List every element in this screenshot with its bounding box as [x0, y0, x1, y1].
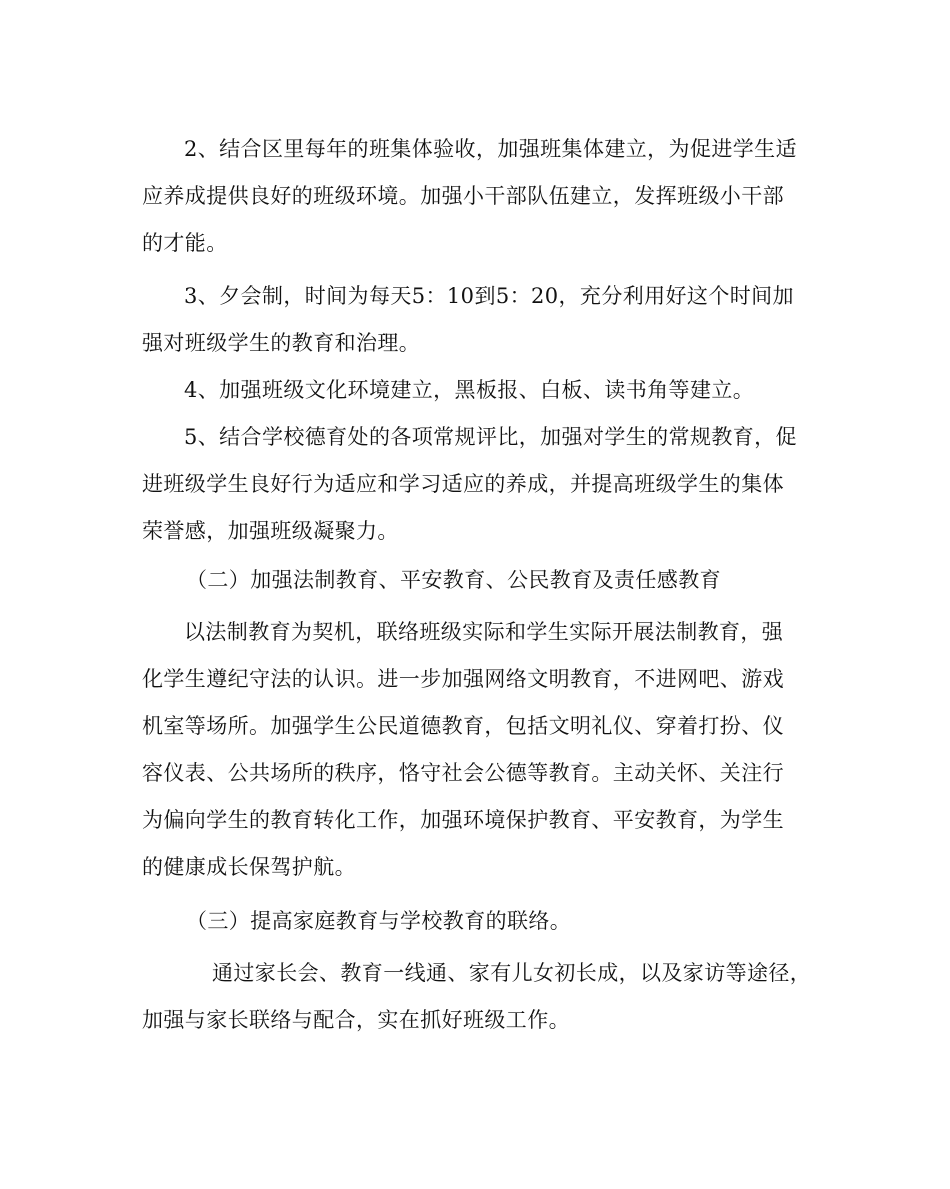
paragraph-line: 3、夕会制，时间为每天5：10到5：20，充分利用好这个时间加: [184, 284, 794, 308]
paragraph-line: 加强与家长联络与配合，实在抓好班级工作。: [142, 1008, 570, 1032]
paragraph-line: 为偏向学生的教育转化工作，加强环境保护教育、平安教育，为学生: [142, 808, 784, 832]
paragraph-line: 化学生遵纪守法的认识。进一步加强网络文明教育，不进网吧、游戏: [142, 667, 784, 691]
paragraph-line: 进班级学生良好行为适应和学习适应的养成，并提高班级学生的集体: [142, 472, 784, 496]
paragraph-line: 的才能。: [142, 231, 228, 255]
paragraph-line: 荣誉感，加强班级凝聚力。: [142, 519, 399, 543]
paragraph-line: 强对班级学生的教育和治理。: [142, 331, 421, 355]
paragraph-line: 以法制教育为契机，联络班级实际和学生实际开展法制教育，强: [184, 620, 784, 644]
section-heading: （三）提高家庭教育与学校教育的联络。: [186, 909, 572, 933]
paragraph-line: 容仪表、公共场所的秩序，恪守社会公德等教育。主动关怀、关注行: [142, 761, 784, 785]
paragraph-line: 机室等场所。加强学生公民道德教育，包括文明礼仪、穿着打扮、仪: [142, 714, 784, 738]
section-heading: （二）加强法制教育、平安教育、公民教育及责任感教育: [186, 568, 721, 592]
paragraph-line: 4、加强班级文化环境建立，黑板报、白板、读书角等建立。: [184, 378, 755, 402]
paragraph-line: 2、结合区里每年的班集体验收，加强班集体建立，为促进学生适: [184, 137, 797, 161]
paragraph-line: 通过家长会、教育一线通、家有儿女初长成，以及家访等途径，: [212, 961, 812, 985]
paragraph-line: 的健康成长保驾护航。: [142, 855, 356, 879]
paragraph-line: 5、结合学校德育处的各项常规评比，加强对学生的常规教育，促: [184, 425, 797, 449]
paragraph-line: 应养成提供良好的班级环境。加强小干部队伍建立，发挥班级小干部: [142, 184, 784, 208]
